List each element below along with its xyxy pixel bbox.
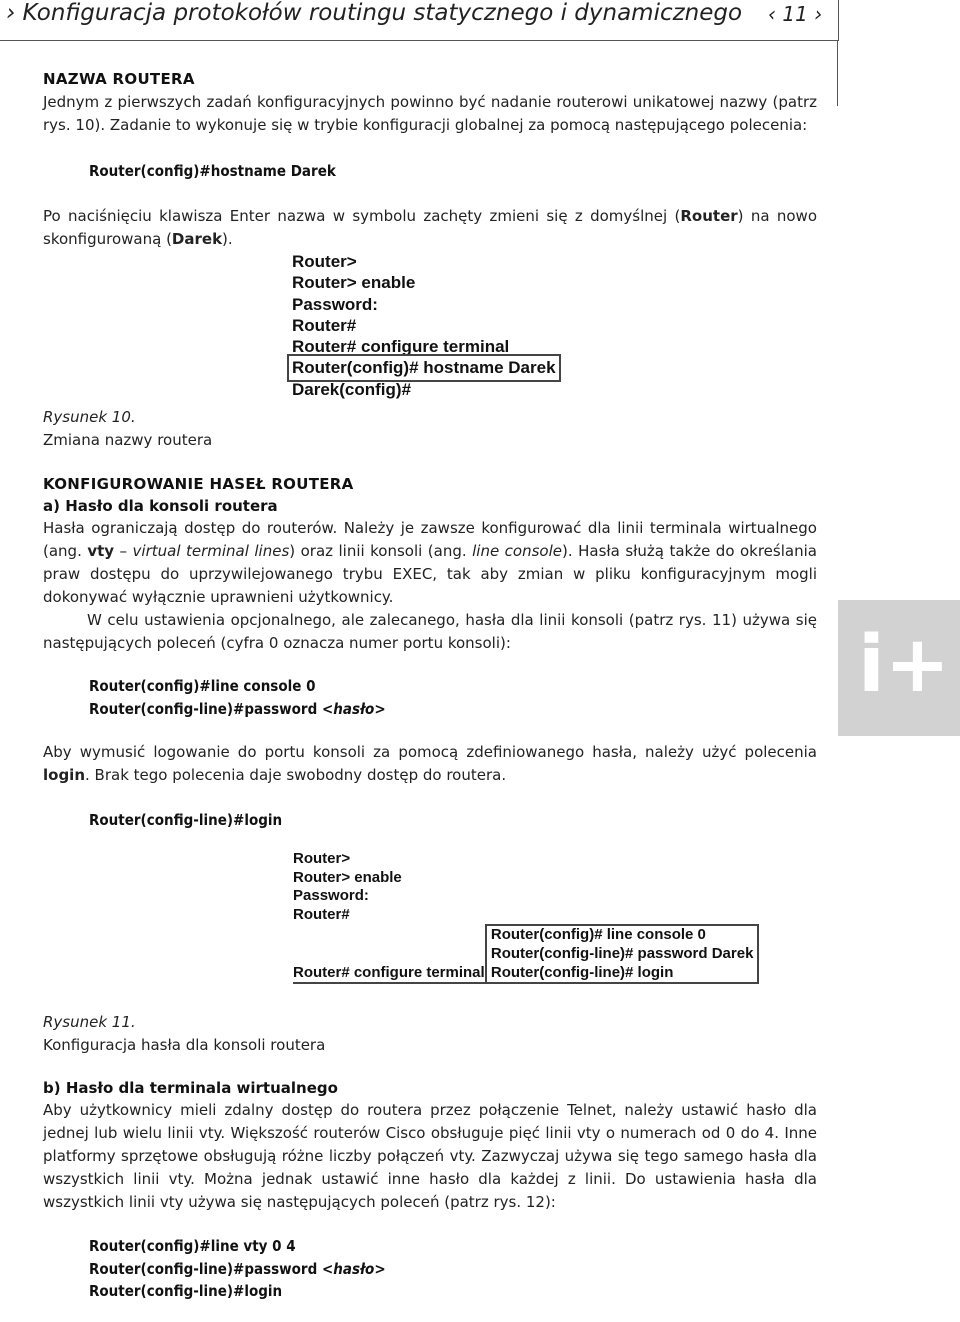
figure10-caption — [43, 406, 212, 452]
figure10-terminal — [292, 251, 558, 400]
terminal-line: Router# — [293, 905, 350, 923]
paragraph-text: W celu ustawienia opcjonalnego, ale zalecanego, hasła dla linii konsoli (patrz rys. 11) używa się następujących poleceń (cyfra 0 oznacza numer portu konsoli): — [43, 611, 817, 652]
text-bold: vty — [87, 542, 115, 560]
terminal-line-highlighted: Router(config-line)# login — [490, 963, 674, 981]
command-login — [89, 809, 282, 832]
text: ). — [222, 230, 233, 248]
command-line: Router(config-line)#password — [89, 699, 322, 718]
section-title-router-name: NAZWA ROUTERA — [43, 70, 195, 88]
section-title-passwords: KONFIGUROWANIE HASEŁ ROUTERA — [43, 475, 354, 493]
text-bold: login — [43, 766, 86, 784]
command-vty-block — [89, 1235, 386, 1303]
command-line: Router(config)#hostname Darek — [89, 162, 336, 180]
command-hostname — [89, 160, 336, 183]
command-argument: <hasło> — [321, 1259, 386, 1278]
command-line: Router(config)#line console 0 — [89, 677, 316, 695]
command-line: Router(config-line)#login — [89, 811, 283, 829]
text: ) na nowo skonfigurowaną ( — [43, 207, 817, 248]
paragraph-text: Aby użytkownicy mieli zdalny dostęp do routera przez połączenie Telnet, należy ustawić hasło dla jednej lub wielu linii vty. Większość routerów Cisco obsługuje pięć linii vty o numerach od 0 do 4. Inne platformy sprzętowe obsługują różne liczby połączeń vty. Zazwyczaj używa się tego samego hasła dla wszystkich linii vty. Można jednak ustawić inne hasło dla każdej z linii. Do ustawienia hasła dla wszystkich linii vty używa się następujących poleceń (patrz rys. 12): — [43, 1101, 817, 1211]
section1-paragraph2 — [43, 205, 817, 251]
terminal-line: Router# — [292, 315, 357, 335]
terminal-line: Router> — [292, 252, 357, 271]
section2-paragraph3 — [43, 741, 817, 787]
text: – — [114, 542, 133, 560]
text-bold: Router — [680, 207, 738, 225]
terminal-line-highlighted: Router(config-line)# password Darek — [490, 944, 754, 962]
paragraph-text: Jednym z pierwszych zadań konfiguracyjnych powinno być nadanie routerowi unikatowej nazwy (patrz rys. 10). Zadanie to wykonuje się w trybie konfiguracji globalnej za pomocą następującego polecenia: — [43, 93, 817, 134]
header-rule — [837, 40, 838, 106]
caption-text: Zmiana nazwy routera — [43, 431, 213, 449]
terminal-line: Router> — [293, 850, 351, 867]
text: Po naciśnięciu klawisza Enter nazwa w symbolu zachęty zmieni się z domyślnej ( — [43, 207, 681, 225]
figure11-caption — [43, 1011, 325, 1057]
terminal-line: Router# configure terminal — [293, 964, 485, 985]
terminal-line: Password: — [293, 887, 369, 905]
running-title: › Konfiguracja protokołów routingu statycznego i dynamicznego — [6, 0, 743, 26]
command-console-block — [89, 675, 386, 720]
text: Aby wymusić logowanie do portu konsoli za pomocą zdefiniowanego hasła, należy użyć polecenia — [43, 743, 817, 761]
side-tab-label: i+ — [858, 620, 951, 710]
command-argument: <hasło> — [321, 699, 386, 718]
terminal-line: Darek(config)# — [292, 379, 412, 399]
terminal-line-highlighted: Router(config)# line console 0 — [490, 926, 706, 944]
text-italic: virtual terminal lines — [132, 542, 290, 560]
terminal-line: Password: — [292, 294, 378, 314]
page-number: ‹ 11 › — [768, 2, 823, 26]
figure11-terminal — [293, 850, 759, 984]
text: Hasła ograniczają dostęp do routerów. Należy je zawsze konfigurować dla linii terminala wirtualnego (ang. — [43, 519, 817, 560]
section3-paragraph — [43, 1099, 817, 1214]
caption-number: Rysunek 11. — [43, 1013, 136, 1031]
text-bold: Darek — [171, 230, 223, 248]
terminal-line: Router> enable — [292, 273, 416, 293]
command-line: Router(config)#line vty 0 4 — [89, 1237, 296, 1255]
section2-paragraphs — [43, 517, 817, 655]
caption-number: Rysunek 10. — [43, 408, 136, 426]
terminal-line-highlighted: Router(config)# hostname Darek — [292, 358, 556, 378]
text: ). Hasła służą także do określania praw dostępu do uprzywilejowanego trybu EXEC, tak aby zmian w pliku konfiguracyjnym mogli dokonywać wyłącznie uprawnieni użytkownicy. — [43, 542, 817, 606]
section1-paragraph1 — [43, 91, 817, 137]
terminal-line: Router# configure terminal — [292, 337, 510, 357]
command-line: Router(config-line)#login — [89, 1282, 283, 1300]
subsection-console-password: a) Hasło dla konsoli routera — [43, 497, 278, 515]
terminal-line: Router> enable — [293, 868, 402, 886]
command-line: Router(config-line)#password — [89, 1259, 322, 1278]
terminal-highlight-box — [485, 924, 760, 984]
subsection-vty-password: b) Hasło dla terminala wirtualnego — [43, 1079, 338, 1097]
text: . Brak tego polecenia daje swobodny dostęp do routera. — [85, 766, 507, 784]
caption-text: Konfiguracja hasła dla konsoli routera — [43, 1036, 326, 1054]
text: ) oraz linii konsoli (ang. — [289, 542, 473, 560]
text-italic: line console — [472, 542, 562, 560]
